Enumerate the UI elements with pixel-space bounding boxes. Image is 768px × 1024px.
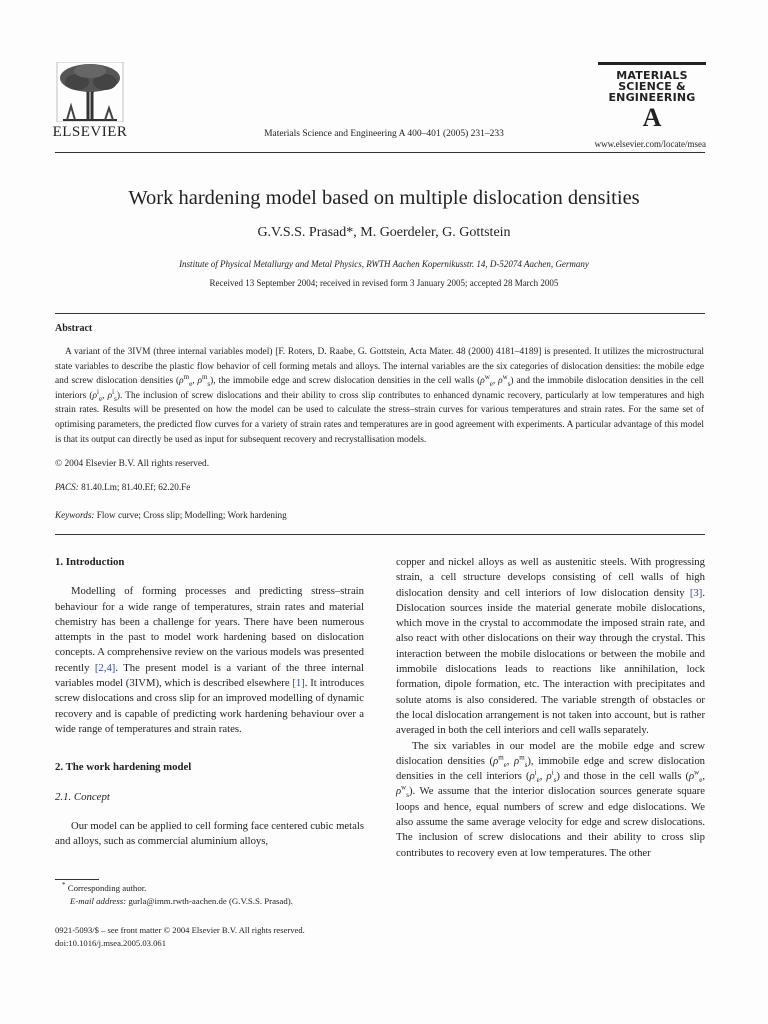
abstract-text: A variant of the 3IVM (three internal variables model) [F. Roters, D. Raabe, G. Gottstein, Acta Mater. 48 (2000) 4181–4189] is presented. It utilizes the microstructural state variables to describe the plastic flow behavior of cell forming metals and alloys. The internal variables are the six categories of dislocation densities: the mobile edge and screw dislocation densities ($\rho^m_e$, $\rho^m_s$), the immobile edge and screw dislocation densities in the cell walls ($\rho^w_e$, $\rho^w_s$) and the immobile dislocation densities in the cell interiors ($\rho^i_e$, $\rho^i_s$). The inclusion of screw dislocations and their ability to cross slip contributes to enhanced dynamic recovery, particularly at low temperatures and high strain rates. Results will be presented on how the model can be used to calculate the stress–strain curves for various temperatures and strain rates. For the same set of optimising parameters, the predicted flow curves for a variety of strain rates and temperatures are in good agreement with experiments. A particular advantage of this model is that its output can directly be used as input for subsequent recovery and recrystallisation models. [55, 347, 705, 445]
section-heading-model: 2. The work hardening model [55, 761, 192, 774]
elsevier-tree-icon [55, 62, 125, 122]
intro-text-2: . The present model is a variant of the three internal variables model (3IVM), which is described elsewhere [55, 661, 364, 690]
email-address[interactable]: gurla@imm.rwth-aachen.de (G.V.S.S. Prasad). [128, 896, 293, 906]
six-variables-paragraph: The six variables in our model are the mobile edge and screw dislocation densities ($\rho^m_e$, $\rho^m_s$), immobile edge and screw dislocation densities in the cell interiors ($\rho^i_e$, $\rho^i_s$) and those in the cell walls ($\rho^w_e$, $\rho^w_s$). We assume that the interior dislocation sources generate square loops and hence, equal numbers of screw and edge dislocations. We also assume the same average velocity for edge and screw dislocations. The inclusion of screw dislocations and their ability to cross slip contributes to recovery even at low temperatures. The other [396, 739, 706, 859]
section-heading-introduction: 1. Introduction [55, 556, 125, 568]
article-title: Work hardening model based on multiple dislocation densities [128, 187, 640, 209]
article-authors: G.V.S.S. Prasad*, M. Goerdeler, G. Gottstein [257, 225, 511, 240]
abstract-part-2: ), the immobile edge and screw dislocation densities in the cell walls ( [210, 376, 481, 387]
doi-line[interactable]: doi:10.1016/j.msea.2005.03.061 [55, 938, 166, 948]
abstract-top-divider [55, 313, 705, 314]
affiliation: Institute of Physical Metallurgy and Metal Physics, RWTH Aachen Kopernikusstr. 14, D-52074 Aachen, Germany [179, 259, 589, 269]
keywords-label: Keywords: [55, 510, 95, 520]
pacs-values: 81.40.Lm; 81.40.Ef; 62.20.Fe [81, 482, 191, 492]
concept-paragraph: Our model can be applied to cell forming face centered cubic metals and alloys, such as commercial aluminium alloys, [55, 819, 364, 848]
intro-text-1: Modelling of forming processes and predicting stress–strain behaviour for a wide range of temperatures, strain rates and material chemistry has been a challenge for years. There have been numerous attempts in the past to model work hardening based on dislocation concepts. A comprehensive review on the various models was presented recently [55, 585, 364, 674]
keywords-values: Flow curve; Cross slip; Modelling; Work hardening [96, 510, 287, 520]
keywords-line [55, 510, 287, 520]
journal-logo [598, 62, 706, 131]
cell-structure-paragraph [396, 555, 705, 739]
col2-text-3: The six variables in our model are the mobile edge and screw dislocation densities ( [396, 739, 705, 767]
pacs-label: PACS: [55, 482, 79, 492]
email-label: E-mail address: [70, 896, 127, 906]
intro-text-3: . It introduces screw dislocations and cross slip for an improved modelling of dynamic recovery and is capable of predicting work hardening behaviour over a wide range of temperatures and strain rates. [55, 677, 364, 735]
citation-link[interactable]: [1] [292, 677, 305, 690]
journal-logo-text [598, 70, 706, 103]
col2-text-2: . Dislocation sources inside the material generate mobile dislocations, which move in the crystal to accommodate the imposed strain rate, and also react with other dislocations on their way through the crystal. This interaction between the mobile dislocations or between the mobile and immobile dislocations leads to reactions like annihilation, lock formation, dipole formation, etc. The interaction with precipitates and solute atoms is also considered. The variable strength of obstacles or the local dislocation arrangement is not taken into account, but is rather averaged in both the cell interiors and cell walls separately. [396, 586, 705, 737]
corresponding-footnote: * Corresponding author. [62, 881, 147, 893]
right-column [396, 555, 705, 861]
email-footnote [70, 895, 293, 907]
citation-link[interactable]: [2,4] [94, 661, 116, 674]
citation-link[interactable]: [3] [689, 586, 703, 599]
received-dates: Received 13 September 2004; received in revised form 3 January 2005; accepted 28 March 2005 [209, 278, 559, 288]
intro-paragraph [55, 584, 364, 737]
journal-reference: Materials Science and Engineering A 400–401 (2005) 231–233 [264, 129, 504, 139]
logo-line-3: ENGINEERING [608, 91, 696, 104]
left-column [55, 555, 364, 849]
col2-text-4: ), immobile edge and screw dislocation densities in the cell interiors ( [396, 754, 706, 783]
footnote-divider [55, 879, 99, 880]
abstract-part-3: ) and the immobile dislocation densities in the cell interiors ( [55, 376, 704, 401]
subsection-heading-concept: 2.1. Concept [55, 790, 110, 803]
corresponding-text: Corresponding author. [67, 883, 147, 893]
issn-line: 0921-5093/$ – see front matter © 2004 Elsevier B.V. All rights reserved. [55, 925, 305, 935]
logo-line-1: MATERIALS [616, 69, 688, 82]
header-divider [55, 152, 705, 153]
logo-rule [598, 62, 706, 65]
abstract-copyright: © 2004 Elsevier B.V. All rights reserved. [55, 459, 210, 469]
col2-text-6: ). We assume that the interior dislocation sources generate square loops and hence, equal numbers of screw and edge dislocations. We also assume the same average velocity for edge and screw dislocations. The inclusion of screw dislocations and their ability to cross slip contributes to recovery even at low temperatures. The other [396, 785, 705, 859]
pacs-line [55, 482, 190, 492]
journal-letter: A [642, 103, 662, 132]
abstract-part-4: ). The inclusion of screw dislocations and their ability to cross slip contributes to enhanced dynamic recovery, particularly at low temperatures and high strain rates. Results will be presented on how the model can be used to calculate the stress–strain curves for various temperatures and strain rates. For the same set of optimising parameters, the predicted flow curves for a variety of strain rates and temperatures are in good agreement with experiments. A particular advantage of this model is that its output can directly be used as input for subsequent recovery and recrystallisation models. [55, 390, 705, 445]
abstract-heading: Abstract [55, 323, 93, 334]
col2-text-1: copper and nickel alloys as well as austenitic steels. With progressing strain, a cell structure develops consisting of cell walls of high dislocation density and cell interiors of low dislocation density [396, 556, 705, 599]
abstract-bottom-divider [55, 534, 705, 535]
logo-line-2: SCIENCE & [618, 80, 686, 93]
publisher-name: ELSEVIER [52, 124, 128, 140]
col2-text-5: ) and those in the cell walls ( [556, 770, 690, 783]
journal-url[interactable]: www.elsevier.com/locate/msea [594, 139, 706, 149]
abstract-part-1: A variant of the 3IVM (three internal variables model) [F. Roters, D. Raabe, G. Gottstein, Acta Mater. 48 (2000) 4181–4189] is presented. It utilizes the microstructural state variables to describe the plastic flow behavior of cell forming metals and alloys. The internal variables are the six categories of dislocation densities: the mobile edge and screw dislocation densities ( [55, 347, 704, 387]
